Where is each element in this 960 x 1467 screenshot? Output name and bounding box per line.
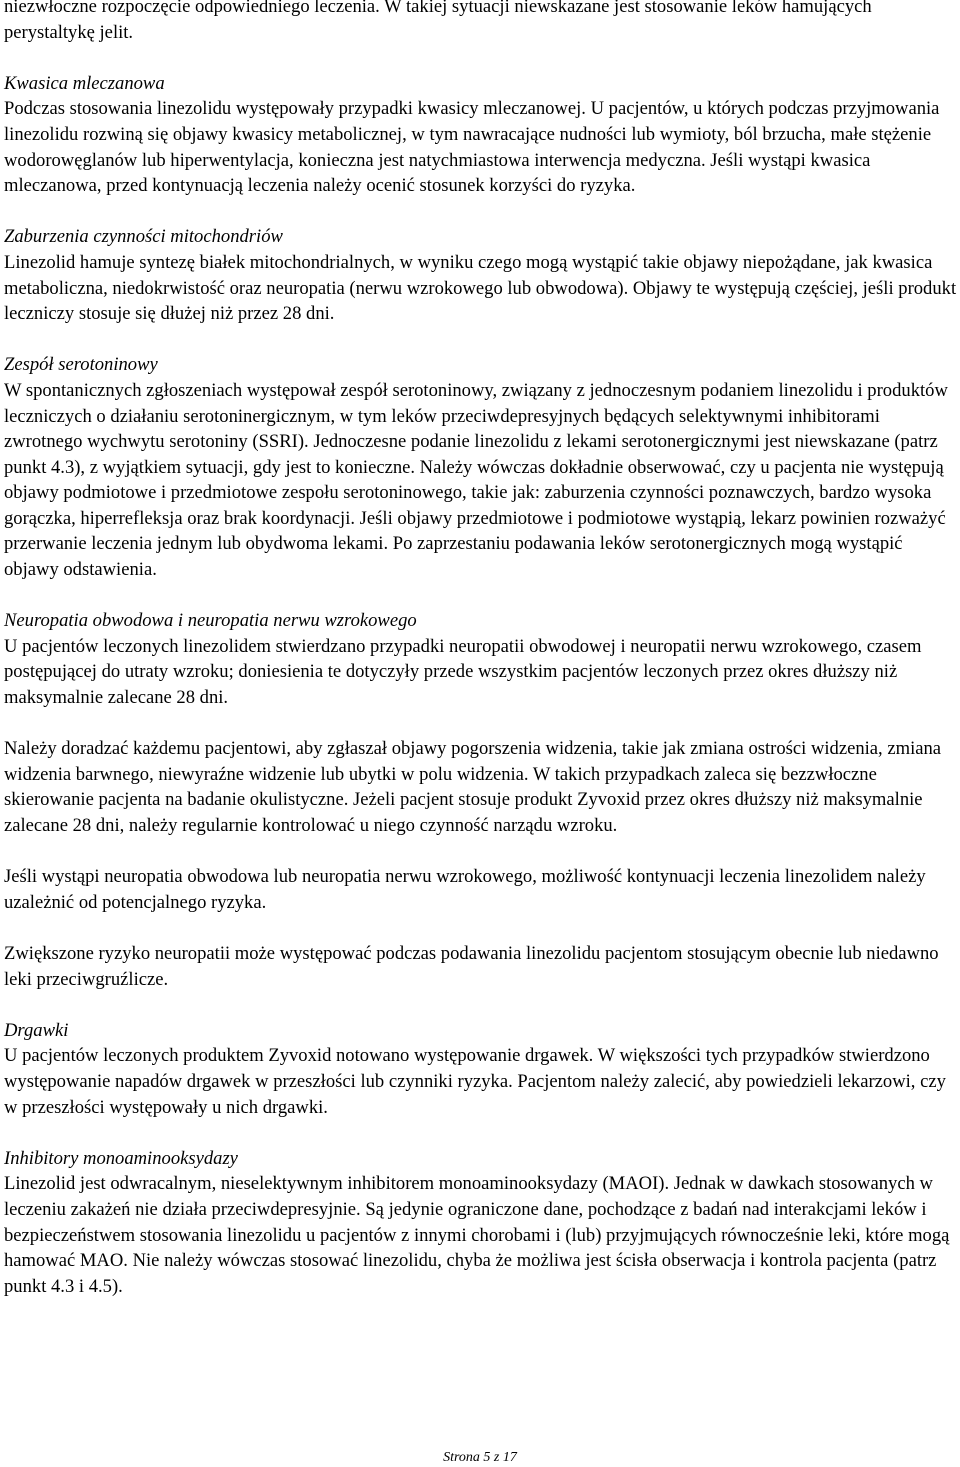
seizures-section [4,1018,958,1120]
seizures-heading: Drgawki [4,1019,69,1041]
antituberculosis-paragraph: Zwiększone ryzyko neuropatii może występować podczas podawania linezolidu pacjentom stosującym obecnie lub niedawno leki przeciwgruźlicze. [4,942,939,990]
neuropathy-continuation-paragraph: Jeśli wystąpi neuropatia obwodowa lub neuropatia nerwu wzrokowego, możliwość kontynuacji leczenia linezolidem należy uzależnić od potencjalnego ryzyka. [4,866,926,913]
mao-paragraph: Linezolid jest odwracalnym, nieselektywnym inhibitorem monoaminooksydazy (MAOI). Jednak w dawkach stosowanych w leczeniu zakażeń nie działa przeciwdepresyjnie. Są jedynie ograniczone dane, pochodzące z badań nad interakcjami leków i bezpieczeństwem stosowania linezolidu u pacjentów z innymi chorobami i (lub) przyjmujących równocześnie leki, które mogą hamować MAO. Nie należy wówczas stosować linezolidu, chyba że możliwa jest ścisła obserwacja i kontrola pacjenta (patrz punkt 4.3 i 4.5). [4,1173,950,1297]
document-page [4,0,958,1299]
vision-advice-section [4,736,958,838]
neuropathy-section [4,608,958,710]
lactic-acidosis-heading: Kwasica mleczanowa [4,72,165,94]
vision-advice-paragraph: Należy doradzać każdemu pacjentowi, aby zgłaszał objawy pogorszenia widzenia, takie jak zmiana ostrości widzenia, zmiana widzenia barwnego, niewyraźne widzenie lub ubytki w polu widzenia. W takich przypadkach zaleca się bezzwłoczne skierowanie pacjenta na badanie okulistyczne. Jeżeli pacjent stosuje produkt Zyvoxid przez okres dłuższy niż maksymalnie zalecane 28 dni, należy regularnie kontrolować u niego czynność narządu wzroku. [4,738,942,836]
antituberculosis-section [4,941,958,992]
mao-section [4,1146,958,1300]
page-number-label: Strona 5 z 17 [443,1450,517,1465]
neuropathy-paragraph: U pacjentów leczonych linezolidem stwierdzano przypadki neuropatii obwodowej i neuropatii nerwu wzrokowego, czasem postępującej do utraty wzroku; doniesienia te dotyczyły przede wszystkim pacjentów leczonych przez okres dłuższy niż maksymalnie zalecane 28 dni. [4,635,922,709]
neuropathy-continuation-section [4,864,958,915]
mitochondrial-paragraph: Linezolid hamuje syntezę białek mitochondrialnych, w wyniku czego mogą wystąpić takie objawy niepożądane, jak kwasica metaboliczna, niedokrwistość oraz neuropatia (nerwu wzrokowego lub obwodowa). Objawy te występują częściej, jeśli produkt leczniczy stosuje się dłużej niż przez 28 dni. [4,251,957,325]
page-footer [0,1449,960,1467]
neuropathy-heading: Neuropatia obwodowa i neuropatia nerwu wzrokowego [4,610,417,632]
intro-paragraph: niezwłoczne rozpoczęcie odpowiedniego leczenia. W takiej sytuacji niewskazane jest stosowanie leków hamujących perystaltykę jelit. [4,0,872,43]
mitochondrial-heading: Zaburzenia czynności mitochondriów [4,226,283,248]
mao-heading: Inhibitory monoaminooksydazy [4,1147,238,1169]
lactic-acidosis-section [4,71,958,199]
lactic-acidosis-paragraph: Podczas stosowania linezolidu występowały przypadki kwasicy mleczanowej. U pacjentów, u których podczas przyjmowania linezolidu rozwiną się objawy kwasicy metabolicznej, w tym nawracające nudności lub wymioty, ból brzucha, małe stężenie wodorowęglanów lub hiperwentylacja, konieczna jest natychmiastowa interwencja medyczna. Jeśli wystąpi kwasica mleczanowa, przed kontynuacją leczenia należy ocenić stosunek korzyści do ryzyka. [4,98,940,197]
seizures-paragraph: U pacjentów leczonych produktem Zyvoxid notowano występowanie drgawek. W większości tych przypadków stwierdzono występowanie napadów drgawek w przeszłości lub czynniki ryzyka. Pacjentom należy zalecić, aby powiedzieli lekarzowi, czy w przeszłości występowały u nich drgawki. [4,1045,946,1118]
serotonin-paragraph: W spontanicznych zgłoszeniach występował zespół serotoninowy, związany z jednoczesnym podaniem linezolidu i produktów leczniczych o działaniu serotoninergicznym, w tym leków przeciwdepresyjnych będących selektywnymi inhibitorami zwrotnego wychwytu serotoniny (SSRI). Jednoczesne podanie linezolidu z lekami serotonergicznymi jest niewskazane (patrz punkt 4.3), z wyjątkiem sytuacji, gdy jest to konieczne. Należy wówczas dokładnie obserwować, czy u pacjenta nie występują objawy podmiotowe i przedmiotowe zespołu serotoninowego, takie jak: zaburzenia czynności poznawczych, bardzo wysoka gorączka, hiperrefleksja oraz brak koordynacji. Jeśli objawy przedmiotowe i podmiotowe wystąpią, lekarz powinien rozważyć przerwanie leczenia jednym lub obydwoma lekami. Po zaprzestaniu podawania leków serotonergicznych mogą wystąpić objawy odstawienia. [4,379,948,581]
serotonin-section [4,352,958,582]
intro-section [4,0,958,45]
mitochondrial-section [4,224,958,326]
serotonin-heading: Zespół serotoninowy [4,354,158,376]
